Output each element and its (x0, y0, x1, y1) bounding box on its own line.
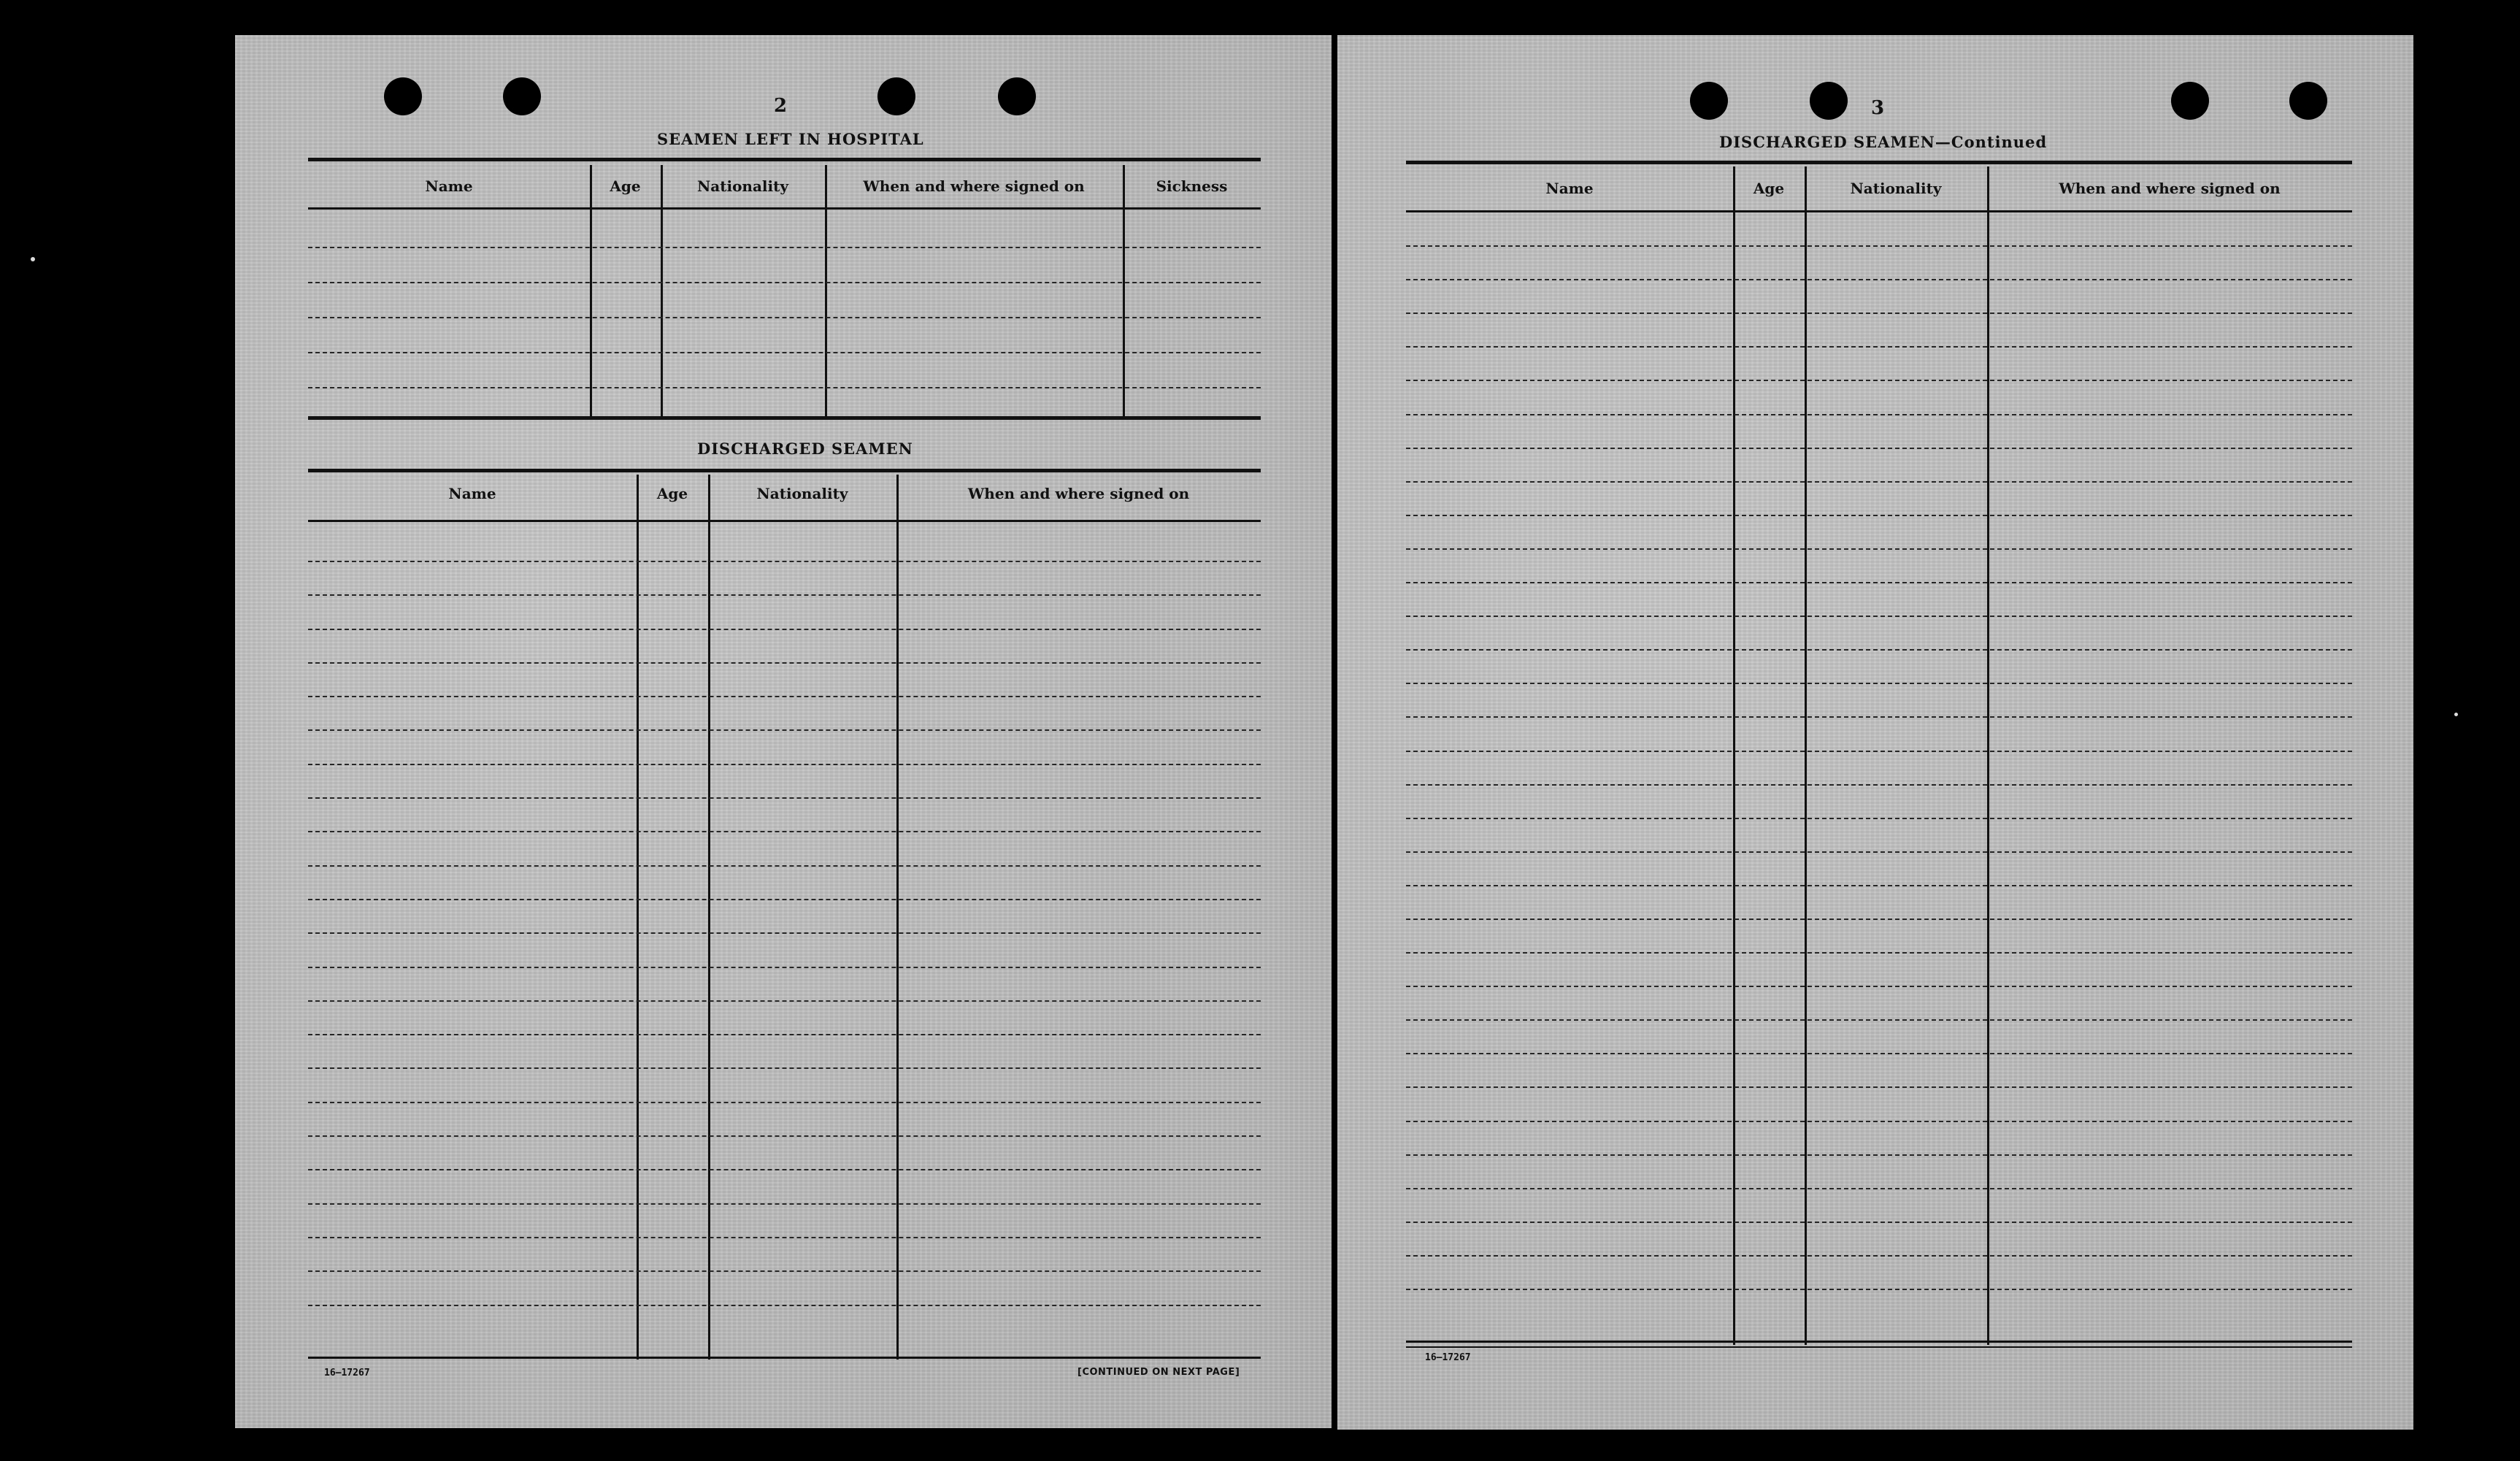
discharged-row-line (308, 1203, 1261, 1205)
form-number-left: 16—17267 (324, 1368, 370, 1378)
hospital-row-line (308, 317, 1261, 318)
discharged-row-line (308, 932, 1261, 934)
right-row-line (1406, 885, 2352, 886)
punch-hole (998, 77, 1036, 115)
right-row-line (1406, 784, 2352, 786)
right-column-header: When and where signed on (2059, 180, 2281, 197)
punch-hole (384, 77, 422, 115)
hospital-top-rule (308, 158, 1261, 161)
punch-hole (1810, 82, 1848, 120)
discharged-row-line (308, 729, 1261, 731)
speck (31, 257, 35, 261)
right-row-line (1406, 1289, 2352, 1290)
page-number-right: 3 (1871, 97, 1885, 119)
right-column-header: Name (1545, 180, 1594, 197)
discharged-row-line (308, 629, 1261, 630)
right-footer-rule-2 (1406, 1346, 2352, 1348)
discharged-row-line (308, 1169, 1261, 1170)
discharged-column-divider (896, 475, 899, 1360)
right-row-line (1406, 716, 2352, 718)
hospital-column-header: Nationality (697, 177, 788, 195)
hospital-row-line (308, 352, 1261, 353)
discharged-row-line (308, 899, 1261, 900)
punch-hole (503, 77, 541, 115)
hospital-header-rule (308, 207, 1261, 210)
right-row-line (1406, 312, 2352, 314)
punch-hole (2289, 82, 2327, 120)
right-row-line (1406, 919, 2352, 920)
left-footer-rule (308, 1357, 1261, 1359)
page-number-left: 2 (774, 95, 788, 117)
right-row-line (1406, 548, 2352, 550)
right-column-divider (1733, 166, 1735, 1345)
right-column-divider (1987, 166, 1989, 1345)
discharged-column-header: Age (656, 485, 688, 502)
right-row-line (1406, 952, 2352, 954)
right-row-line (1406, 818, 2352, 819)
hospital-column-divider (1123, 165, 1125, 418)
discharged-section-title: DISCHARGED SEAMEN (697, 440, 913, 458)
right-row-line (1406, 346, 2352, 348)
right-row-line (1406, 481, 2352, 483)
discharged-row-line (308, 1000, 1261, 1002)
discharged-row-line (308, 1034, 1261, 1035)
discharged-row-line (308, 1135, 1261, 1137)
right-row-line (1406, 751, 2352, 752)
right-column-header: Age (1753, 180, 1785, 197)
punch-hole (1690, 82, 1728, 120)
discharged-row-line (308, 865, 1261, 867)
punch-hole (877, 77, 915, 115)
right-row-line (1406, 448, 2352, 449)
discharged-row-line (308, 594, 1261, 596)
right-row-line (1406, 1019, 2352, 1021)
discharged-column-divider (708, 475, 710, 1360)
discharged-row-line (308, 797, 1261, 799)
right-top-rule (1406, 161, 2352, 164)
discharged-row-line (308, 831, 1261, 832)
hospital-column-header: Name (425, 177, 473, 195)
discharged-row-line (308, 1067, 1261, 1069)
discharged-row-line (308, 561, 1261, 562)
right-row-line (1406, 245, 2352, 247)
hospital-section-title: SEAMEN LEFT IN HOSPITAL (657, 130, 924, 148)
left-page (235, 35, 1332, 1428)
right-footer-rule (1406, 1341, 2352, 1343)
hospital-row-line (308, 247, 1261, 248)
hospital-column-header: Sickness (1156, 177, 1228, 195)
hospital-column-divider (825, 165, 827, 418)
continued-note: [CONTINUED ON NEXT PAGE] (1077, 1367, 1240, 1378)
discharged-column-header: Name (448, 485, 496, 502)
right-row-line (1406, 986, 2352, 987)
right-row-line (1406, 279, 2352, 280)
right-row-line (1406, 380, 2352, 381)
right-row-line (1406, 1188, 2352, 1189)
form-number-right: 16—17267 (1425, 1352, 1471, 1363)
right-row-line (1406, 1154, 2352, 1156)
discharged-continued-title: DISCHARGED SEAMEN—Continued (1719, 133, 2048, 151)
discharged-row-line (308, 764, 1261, 765)
right-row-line (1406, 1086, 2352, 1088)
right-row-line (1406, 1255, 2352, 1257)
hospital-column-header: When and where signed on (863, 177, 1085, 195)
right-column-divider (1805, 166, 1807, 1345)
discharged-column-header: Nationality (756, 485, 848, 502)
hospital-bottom-rule (308, 416, 1261, 420)
discharged-row-line (308, 696, 1261, 697)
discharged-column-divider (637, 475, 639, 1360)
hospital-column-divider (661, 165, 663, 418)
discharged-row-line (308, 1237, 1261, 1238)
punch-hole (2171, 82, 2209, 120)
discharged-header-rule (308, 520, 1261, 522)
right-header-rule (1406, 210, 2352, 212)
speck (2454, 713, 2458, 716)
right-page (1337, 35, 2413, 1430)
hospital-column-divider (590, 165, 592, 418)
discharged-column-header: When and where signed on (967, 485, 1190, 502)
discharged-top-rule (308, 469, 1261, 472)
discharged-row-line (308, 662, 1261, 664)
right-row-line (1406, 1121, 2352, 1122)
right-row-line (1406, 616, 2352, 617)
right-row-line (1406, 649, 2352, 651)
right-row-line (1406, 414, 2352, 415)
discharged-row-line (308, 1102, 1261, 1103)
right-row-line (1406, 851, 2352, 853)
discharged-row-line (308, 1270, 1261, 1272)
discharged-row-line (308, 967, 1261, 968)
hospital-row-line (308, 282, 1261, 283)
right-column-header: Nationality (1850, 180, 1942, 197)
hospital-column-header: Age (610, 177, 641, 195)
hospital-row-line (308, 387, 1261, 388)
right-row-line (1406, 1053, 2352, 1054)
right-row-line (1406, 515, 2352, 516)
right-row-line (1406, 683, 2352, 684)
right-row-line (1406, 1222, 2352, 1223)
right-row-line (1406, 582, 2352, 583)
discharged-row-line (308, 1305, 1261, 1306)
